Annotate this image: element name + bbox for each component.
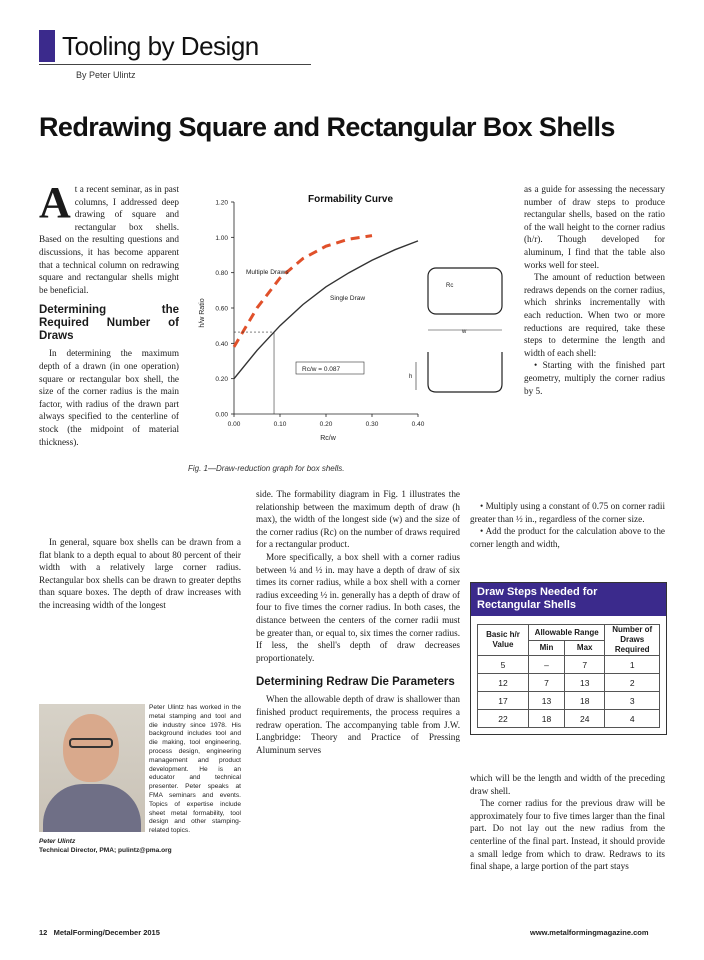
formability-chart [188, 188, 522, 460]
table-cell-min: – [528, 656, 564, 674]
section-header-rule [39, 64, 311, 65]
col-max: Max [565, 641, 605, 656]
series-line-multiple-draws [234, 236, 372, 347]
column-3-bottom [470, 772, 665, 873]
y-tick-label: 1.20 [215, 199, 228, 207]
col-range: Allowable Range [528, 625, 604, 641]
section-header: Tooling by Design [62, 31, 259, 61]
paragraph: More specifically, a box shell with a corner radius between ¼ and ½ in. may have a depth of draw of six times its corner radius, while a box shell with a corner radius exceeding ½ in. generally has a depth of draw of four to five times the corner radius. In both cases, the distance between the centers of the corner radii must be greater than, or equal to, six times the corner radius. If less, the shell's depth of draw decreases proportionately. [256, 551, 460, 663]
table-cell-draws: 1 [605, 656, 660, 674]
chart-axes [215, 200, 424, 429]
paragraph: side. The formability diagram in Fig. 1 illustrates the relationship between the maximum depth of draw (h max), the width of the longest side (w) and the size of the corner radius (Rc) on the number of draws required for a rectangular product. [256, 489, 460, 550]
figure-caption: Fig. 1—Draw-reduction graph for box shells. [188, 464, 345, 473]
box-label-w: w [462, 329, 467, 335]
paragraph: In general, square box shells can be drawn from a flat blank to a depth equal to about 80 percent of their width with a relatively large corner radius. Rectangular box shells can be drawn to greater depths than square boxes. The depth of draw increases with the increasing width of the longest [39, 537, 241, 610]
table-cell-basic: 5 [478, 656, 529, 674]
box-side-view [428, 352, 502, 392]
y-axis-label: h/w Ratio [199, 298, 206, 328]
table-row [478, 656, 660, 674]
paragraph: The corner radius for the previous draw will be approximately four to five times larger than the final part. Do not lay out the new radius from the centerline of the final part. Instead, it should provide a small ledge from which to draw. Redraws to its final shape, a large portion of the part stays [470, 798, 665, 872]
paragraph: When the allowable depth of draw is shallower than finished product requirements, the process requires a redraw operation. The accompanying table from J.W. Langbridge: Theory and Practice of Pressing Aluminum serves [256, 694, 460, 755]
table-cell-draws: 2 [605, 674, 660, 692]
paragraph: The amount of reduction between redraws depends on the corner radius, which shrinks incrementally with each reduction. When two or more reductions are required, take these steps to determine the length and width of each shell: [524, 272, 665, 358]
section-heading: Determining the Required Number of Draws [39, 304, 179, 343]
chart-title: Formability Curve [308, 194, 394, 205]
section-header-bar [39, 30, 55, 62]
y-tick-label: 1.00 [215, 234, 228, 242]
table-cell-basic: 22 [478, 710, 529, 728]
table-cell-draws: 3 [605, 692, 660, 710]
table-cell-min: 13 [528, 692, 564, 710]
footer-left: 12 MetalForming/December 2015 [39, 928, 160, 937]
footer-right: www.metalformingmagazine.com [530, 928, 649, 937]
bio-name: Peter Ulintz [39, 837, 76, 845]
column-2 [256, 488, 460, 756]
table-cell-min: 18 [528, 710, 564, 728]
table-cell-draws: 4 [605, 710, 660, 728]
table-cell-basic: 17 [478, 692, 529, 710]
section-heading: Determining Redraw Die Parameters [256, 676, 455, 689]
box-label-h: h [409, 374, 413, 380]
label-single-draw: Single Draw [330, 295, 366, 302]
byline: By Peter Ulintz [76, 70, 136, 80]
article-title: Redrawing Square and Rectangular Box Shells [39, 112, 615, 142]
table-row [478, 692, 660, 710]
column-3-wide [470, 500, 665, 550]
table-cell-min: 7 [528, 674, 564, 692]
table-title: Draw Steps Needed for Rectangular Shells [471, 583, 666, 616]
series-line-single-draw [234, 241, 418, 379]
x-tick-label: 0.40 [411, 421, 425, 428]
y-tick-label: 0.00 [215, 411, 228, 419]
rcw-annotation: Rc/w = 0.087 [302, 366, 341, 373]
drop-cap: A [39, 178, 71, 227]
box-label-rc: Rc [446, 283, 454, 289]
x-tick-label: 0.10 [273, 421, 287, 428]
bio-float-spacer [39, 704, 149, 832]
paragraph: which will be the length and width of the preceding draw shell. [470, 773, 665, 796]
y-tick-label: 0.60 [215, 305, 228, 313]
label-multiple-draws: Multiple Draws [246, 269, 289, 276]
bio-text: Peter Ulintz has worked in the metal stamping and tool and die industry since 1978. His background includes tool and die making, tool engineering, process design, engineering management and product development. He is an educator and technical presenter. Peter speaks at FMA seminars and events. Topics of expertise include sheet metal formability, tool design and other stamping-related topics. [149, 704, 241, 835]
col-min: Min [528, 641, 564, 656]
table-row [478, 674, 660, 692]
table-cell-max: 7 [565, 656, 605, 674]
column-1-continued [39, 536, 241, 612]
table-cell-max: 18 [565, 692, 605, 710]
table-cell-max: 13 [565, 674, 605, 692]
intro-paragraph: t a recent seminar, as in past columns, I addressed deep drawing of square and rectangular box shells. Based on the resulting questions and discussions, it has become apparent that a technical column on redrawing square and rectangular shells might be beneficial. [39, 184, 179, 295]
draw-steps-table [477, 624, 660, 728]
x-tick-label: 0.30 [365, 421, 379, 428]
table-cell-basic: 12 [478, 674, 529, 692]
chart-marks [234, 236, 418, 414]
table-cell-max: 24 [565, 710, 605, 728]
column-1 [39, 178, 179, 448]
col-draws: Number of Draws Required [605, 625, 660, 656]
paragraph: In determining the maximum depth of a drawn (in one operation) square or rectangular box shell, the size of the corner radius is the main factor, with radius of the drawn part always specified to the centerline of stock (the midpoint of material thickness). [39, 348, 179, 447]
y-tick-label: 0.80 [215, 270, 228, 278]
x-tick-label: 0.00 [227, 421, 241, 428]
box-plan-view [428, 268, 502, 314]
table-row [478, 710, 660, 728]
author-bio [39, 704, 241, 856]
x-tick-label: 0.20 [319, 421, 333, 428]
bio-role: Technical Director, PMA; pulintz@pma.org [39, 846, 172, 854]
col-basic: Basic h/r Value [478, 625, 529, 656]
draw-steps-table-box [470, 582, 667, 735]
paragraph: • Starting with the finished part geometry, multiply the corner radius by 5. [524, 360, 665, 396]
paragraph: as a guide for assessing the necessary number of draw steps to produce rectangular shells, based on the ratio of the wall height to the corner radius (h/r). Though developed for aluminum, I find that the table also works well for steel. [524, 184, 665, 270]
column-3 [524, 183, 665, 397]
paragraph: • Multiply using a constant of 0.75 on corner radii greater than ½ in., regardless of the corner size. [470, 501, 665, 524]
paragraph: • Add the product for the calculation above to the corner length and width, [470, 526, 665, 549]
y-tick-label: 0.40 [215, 340, 228, 348]
y-tick-label: 0.20 [215, 376, 228, 384]
x-axis-label: Rc/w [320, 435, 336, 442]
